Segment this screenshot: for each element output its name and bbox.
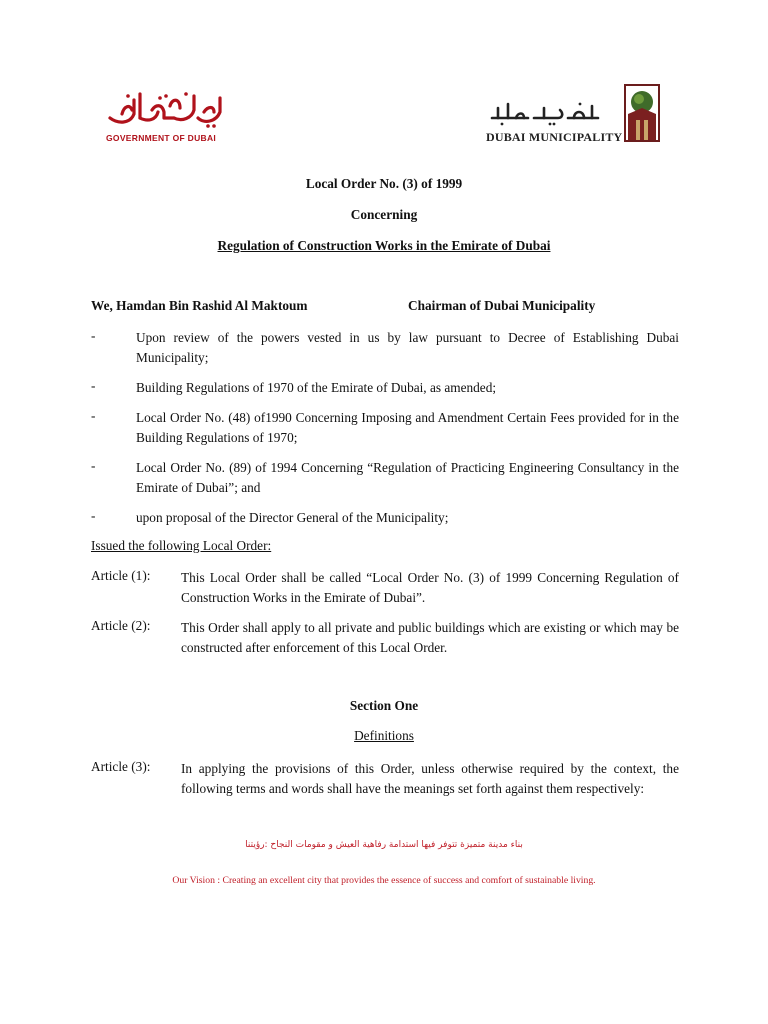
municipality-logo-caption: DUBAI MUNICIPALITY: [486, 130, 623, 144]
recital-item: Upon review of the powers vested in us by law pursuant to Decree of Establishing Dubai Municipality;: [136, 330, 679, 365]
section-subheading: Definitions: [354, 728, 414, 743]
issuer-name: We, Hamdan Bin Rashid Al Maktoum: [91, 298, 308, 313]
government-arabic-calligraphy: [104, 88, 228, 130]
order-subject: Regulation of Construction Works in the Emirate of Dubai: [217, 238, 551, 253]
footer-vision-arabic: بناء مدينة متميزة تتوفر فيها استدامة رفاهية العيش و مقومات النجاح :رؤيتنا: [245, 840, 523, 850]
article-label: Article (1):: [91, 568, 151, 583]
section-heading: Section One: [349, 698, 419, 713]
article-text: This Local Order shall be called “Local Order No. (3) of 1999 Concerning Regulation of Construction Works in the Emirate of Dubai”.: [181, 570, 679, 605]
recital-dash: -: [91, 508, 96, 523]
article-label: Article (3):: [91, 759, 151, 774]
order-title: Local Order No. (3) of 1999: [305, 176, 463, 191]
recital-item: upon proposal of the Director General of the Municipality;: [136, 510, 449, 525]
dubai-municipality-logo: [484, 84, 660, 148]
government-logo-caption: GOVERNMENT OF DUBAI: [106, 133, 217, 143]
recital-dash: -: [91, 408, 96, 423]
article-text: This Order shall apply to all private and public buildings which are existing or which may be constructed after enforcement of this Local Order.: [181, 620, 679, 655]
government-of-dubai-logo: [104, 88, 228, 148]
article-text: In applying the provisions of this Order, unless otherwise required by the context, the following terms and words shall have the meanings set forth against them respectively:: [181, 761, 679, 796]
concerning-heading: Concerning: [350, 207, 418, 222]
recital-dash: -: [91, 328, 96, 343]
recital-item: Local Order No. (48) of1990 Concerning Imposing and Amendment Certain Fees provided for in the Building Regulations of 1970;: [136, 410, 679, 445]
issued-line: Issued the following Local Order:: [91, 538, 272, 553]
footer-vision-english: Our Vision : Creating an excellent city that provides the essence of success and comfort of sustainable living.: [172, 875, 596, 886]
recital-item: Local Order No. (89) of 1994 Concerning “Regulation of Practicing Engineering Consultancy in the Emirate of Dubai”; and: [136, 460, 679, 495]
municipality-emblem-icon: [624, 84, 660, 142]
article-label: Article (2):: [91, 618, 151, 633]
recital-dash: -: [91, 458, 96, 473]
recital-item: Building Regulations of 1970 of the Emirate of Dubai, as amended;: [136, 380, 497, 395]
recital-dash: -: [91, 378, 96, 393]
municipality-arabic-calligraphy: [488, 100, 604, 126]
issuer-role: Chairman of Dubai Municipality: [408, 298, 596, 313]
